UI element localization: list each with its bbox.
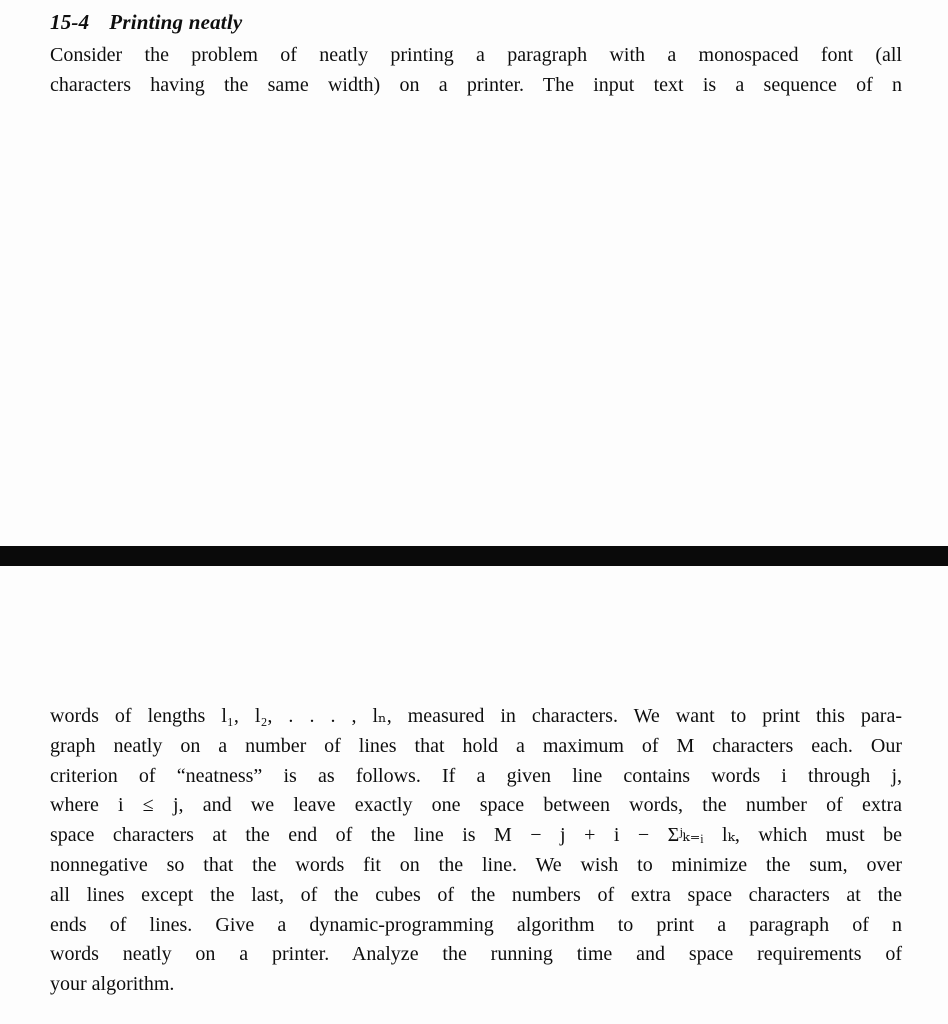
problem-title: Printing neatly [109, 10, 243, 34]
text-line: all lines except the last, of the cubes of the numbers of extra space characters at the [50, 883, 902, 906]
text-line: where i ≤ j, and we leave exactly one space between words, the number of extra [50, 794, 902, 817]
text-line: criterion of “neatness” is as follows. If a given line contains words i through j, [50, 764, 902, 787]
text-line: words of lengths l₁, l₂, . . . , lₙ, measured in characters. We want to print this para- [50, 705, 902, 727]
intro-paragraph [50, 41, 902, 101]
problem-number: 15-4 [50, 10, 90, 34]
body-paragraph [50, 702, 902, 1000]
text-line: words neatly on a printer. Analyze the running time and space requirements of [50, 943, 902, 966]
text-line: ends of lines. Give a dynamic-programming algorithm to print a paragraph of n [50, 913, 902, 936]
text-line: your algorithm. [50, 973, 175, 996]
page-break-bar [0, 546, 948, 566]
text-line: Consider the problem of neatly printing a paragraph with a monospaced font (all [50, 44, 902, 66]
problem-heading [50, 10, 902, 35]
text-line: nonnegative so that the words fit on the line. We wish to minimize the sum, over [50, 853, 902, 876]
text-line: characters having the same width) on a printer. The input text is a sequence of n [50, 73, 902, 96]
text-line: graph neatly on a number of lines that hold a maximum of M characters each. Our [50, 734, 902, 757]
text-line: space characters at the end of the line is M − j + i − Σʲₖ₌ᵢ lₖ, which must be [50, 824, 902, 847]
